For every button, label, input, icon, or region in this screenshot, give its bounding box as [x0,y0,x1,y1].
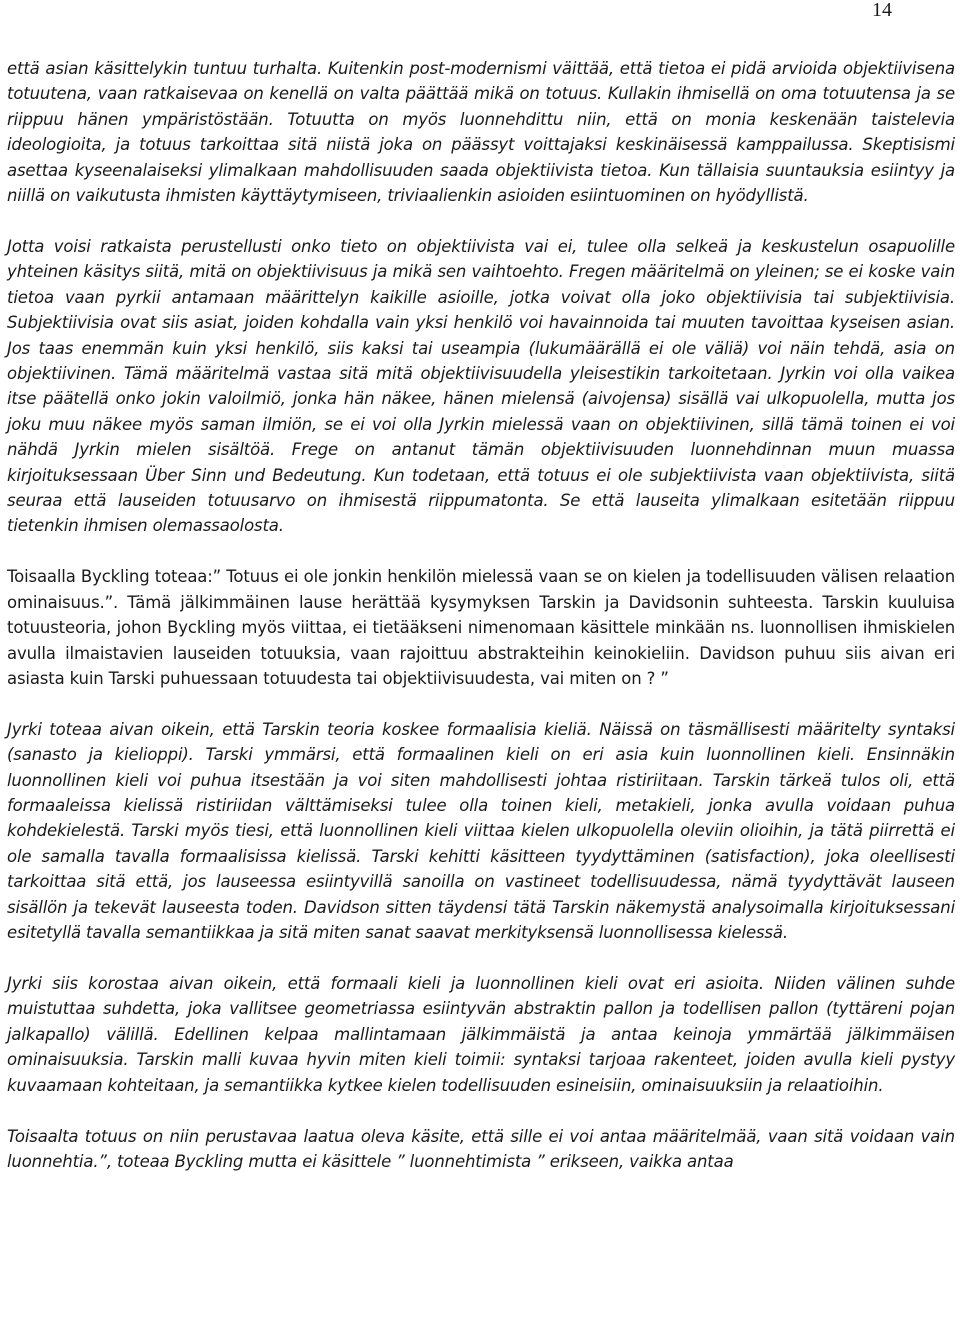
paragraph [7,971,955,1098]
paragraph-text: Jotta voisi ratkaista perustellusti onko tieto on objektiivista vai ei, tulee olla selkeä ja keskustelun osapuolille yhteinen käsitys siitä, mitä on objektiivisuus ja mikä sen vaihtoehto. Fregen määritelmä on yleinen; se ei koske vain tietoa vaan pyrkii antamaan määrittelyn kaikille asioille, jotka voivat olla joko objektiivisia tai subjektiivisia. Subjektiivisia ovat siis asiat, joiden kohdalla vain yksi henkilö voi havainnoida tai muuten tavoittaa kyseisen asian. Jos taas enemmän kuin yksi henkilö, siis kaksi tai useampia (lukumäärällä ei ole väliä) voi näin tehdä, asia on objektiivinen. Tämä määritelmä vastaa sitä mitä objektiivisuudella yleisestikin tarkoitetaan. Jyrkin voi olla vaikea itse päätellä onko jokin valoilmiö, jonka hän näkee, hänen mielensä (aivojensa) sisällä vai ulkopuolella, mutta jos joku muu näkee myös saman ilmiön, se ei voi olla Jyrkin mielessä vaan on objektiivinen, sillä tämä toinen ei voi nähdä Jyrkin mielen sisältöä. Frege on antanut tämän objektiivisuuden luonnehdinnan muun muassa kirjoituksessaan Über Sinn und Bedeutung. Kun todetaan, että totuus ei ole subjektiivista vaan objektiivista, siitä seuraa että lauseiden totuusarvo on ihmisestä riippumatonta. Se että lauseita ylimalkaan esitetään riippuu tietenkin ihmisen olemassaolosta. [7,236,955,536]
page-number: 14 [872,0,892,21]
paragraph-text: Jyrki toteaa aivan oikein, että Tarskin teoria koskee formaalisia kieliä. Näissä on täsmällisesti määritelty syntaksi (sanasto ja kielioppi). Tarski ymmärsi, että formaalinen kieli on eri asia kuin luonnollinen kieli. Ensinnäkin luonnollinen kieli voi puhua itsestään ja voi siten mahdollisesti johtaa ristiriitaan. Tarskin tärkeä tulos oli, että formaaleissa kielissä ristiriidan välttämiseksi tulee olla toinen kieli, metakieli, jonka avulla voidaan puhua kohdekielestä. Tarski myös tiesi, että luonnollinen kieli viittaa kielen ulkopuolella oleviin olioihin, ja tätä piirrettä ei ole samalla tavalla formaalisissa kielissä. Tarski kehitti käsitteen tyydyttäminen (satisfaction), joka oleellisesti tarkoittaa sitä että, jos lauseessa esiintyvillä sanoilla on vastineet todellisuudessa, nämä tyydyttävät lauseen sisällön ja tekevät lauseesta toden. Davidson sitten täydensi tätä Tarskin näkemystä analysoimalla kirjoituksessani esitetyllä tavalla semantiikkaa ja sitä miten sanat saavat merkityksensä luonnollisessa kielessä. [7,719,955,943]
paragraph [7,1124,955,1175]
paragraph [7,56,955,208]
paragraph-text: Jyrki siis korostaa aivan oikein, että formaali kieli ja luonnollinen kieli ovat eri asioita. Niiden välinen suhde muistuttaa suhdetta, joka vallitsee geometriassa esiintyvän abstraktin pallon ja todellisen pallon (tyttäreni pojan jalkapallo) välillä. Edellinen kelpaa mallintamaan jälkimmäistä ja antaa keinoja ymmärtää jälkimmäisen ominaisuuksia. Tarskin malli kuvaa hyvin miten kieli toimii: syntaksi tarjoaa rakenteet, joiden avulla kieli pystyy kuvaamaan kohteitaan, ja semantiikka kytkee kielen todellisuuden esineisiin, ominaisuuksiin ja relaatioihin. [7,974,955,1095]
paragraph-text: Toisaalla Byckling toteaa:” Totuus ei ole jonkin henkilön mielessä vaan se on kielen ja todellisuuden välisen relaation ominaisuus.”. Tämä jälkimmäinen lause herättää kysymyksen Tarskin ja Davidsonin suhteesta. Tarskin kuuluisa totuusteoria, johon Byckling myös viittaa, ei tietääkseni nimenomaan käsittele minkään ns. luonnollisen ihmiskielen avulla ilmaistavien lauseiden totuuksia, vaan rajoittuu abstrakteihin keinokieliin. Davidson puhuu siis aivan eri asiasta kuin Tarski puhuessaan totuudesta tai objektiivisuudesta, vai miten on ? ” [7,567,955,688]
paragraph-text: Toisaalta totuus on niin perustavaa laatua oleva käsite, että sille ei voi antaa määritelmää, vaan sitä voidaan vain luonnehtia.”, toteaa Byckling mutta ei käsittele ” luonnehtimista ” erikseen, vaikka antaa [7,1126,955,1171]
paragraph [7,717,955,946]
paragraph-text: että asian käsittelykin tuntuu turhalta. Kuitenkin post-modernismi väittää, että tietoa ei pidä arvioida objektiivisena totuutena, vaan ratkaisevaa on kenellä on valta päättää mikä on totuus. Kullakin ihmisellä on oma totuutensa ja se riippuu hänen ympäristöstään. Totuutta on myös luonnehdittu niin, että on monia keskenään taistelevia ideologioita, ja totuus tarkoittaa sitä niistä joka on päässyt voittajaksi keskinäisessä kamppailussa. Skeptisismi asettaa kyseenalaiseksi ylimalkaan mahdollisuuden saada objektiivista tietoa. Kun tällaisia suuntauksia esiintyy ja niillä on vaikutusta ihmisten käyttäytymiseen, triviaalienkin asioiden esiintuominen on hyödyllistä. [7,59,955,206]
paragraph [7,564,955,691]
document-body [7,56,955,1174]
paragraph [7,234,955,539]
